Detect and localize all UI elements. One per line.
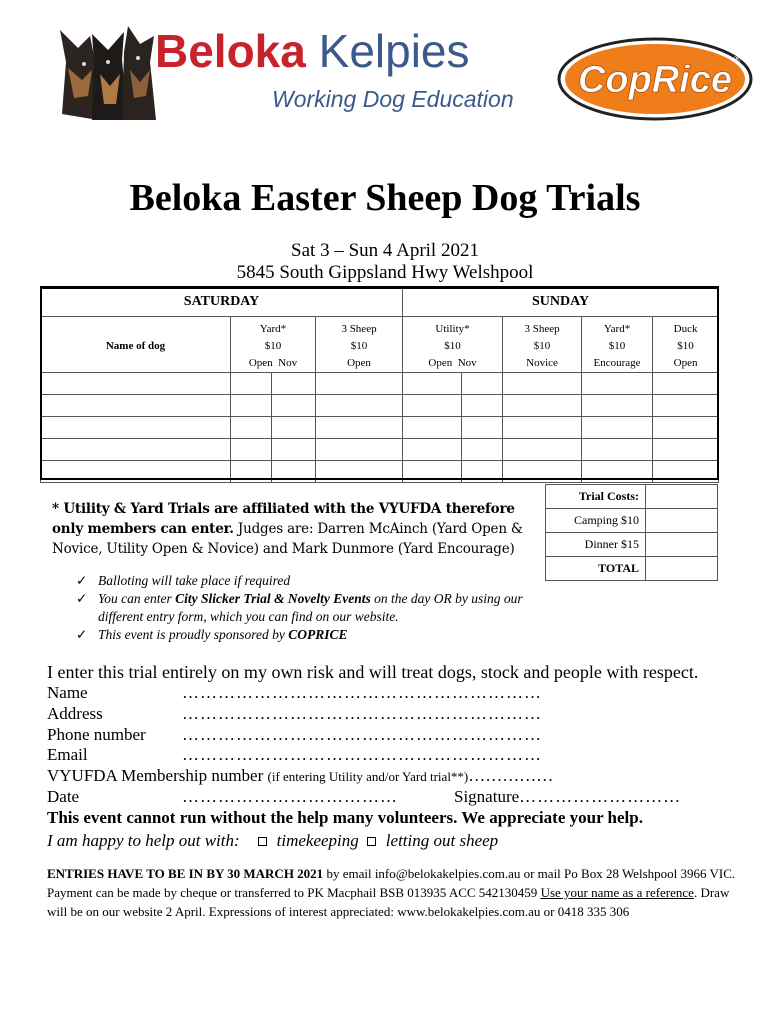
- affiliation-note-bold: * Utility & Yard Trials are affiliated with the VYUFDA therefore only members can enter.: [52, 501, 515, 537]
- date-field[interactable]: ………………………………: [182, 787, 398, 806]
- volunteers-text: This event cannot run without the help many volunteers. We appreciate your help.: [47, 808, 643, 827]
- vyufda-label: VYUFDA Membership number: [47, 766, 264, 785]
- email-field[interactable]: ……………………………………………………: [182, 745, 542, 764]
- checkmark-icon: ✓: [76, 573, 88, 588]
- judges-text: Judges are: Darren McAinch (Yard Open & Novice, Utility Open & Novice) and Mark Dunmore (Yard Encourage): [52, 521, 523, 557]
- col-sun-duck: Duck $10 Open: [653, 316, 719, 372]
- col-sun-3sheep: 3 Sheep $10 Novice: [503, 316, 582, 372]
- checkmark-icon: ✓: [76, 591, 88, 606]
- list-item: ✓ You can enter City Slicker Trial & Novelty Events on the day OR by using our different entry form, which you can find on our website.: [76, 591, 523, 624]
- dog-name-cell[interactable]: [41, 438, 231, 460]
- help-line: [47, 831, 498, 851]
- kelpie-dogs-logo: [58, 22, 158, 122]
- dog-name-cell[interactable]: [41, 416, 231, 438]
- letting-out-sheep-label: letting out sheep: [385, 831, 499, 850]
- event-title: Beloka Easter Sheep Dog Trials: [129, 177, 641, 219]
- table-row[interactable]: [41, 438, 719, 460]
- declaration-text: I enter this trial entirely on my own risk and will treat dogs, stock and people with respect.: [47, 662, 699, 682]
- brand-tagline: Working Dog Education: [272, 86, 514, 112]
- timekeeping-checkbox[interactable]: [258, 837, 267, 846]
- total-field[interactable]: [646, 557, 718, 581]
- info-bullets: [76, 572, 536, 644]
- date-label: Date: [47, 787, 80, 806]
- entries-info: ENTRIES HAVE TO BE IN BY 30 MARCH 2021 by email info@belokakelpies.com.au or mail Po Box 28 Welshpool 3966 VIC. Payment can be made by cheque or transferred to PK Macphail BSB 013935 ACC 542130459 Use your name as a reference. Draw will be on our website 2 April. Expressions of interest appreciated: www.belokakelpies.com.au or 0418 335 306: [47, 866, 736, 919]
- brand-part1: Beloka: [155, 25, 306, 77]
- sunday-header: SUNDAY: [403, 288, 719, 316]
- dog-name-cell[interactable]: [41, 394, 231, 416]
- vyufda-line: [47, 766, 553, 786]
- entry-table: [40, 287, 719, 483]
- name-of-dog-header: Name of dog: [41, 316, 231, 372]
- help-label: I am happy to help out with:: [47, 831, 240, 850]
- phone-field[interactable]: ……………………………………………………: [182, 725, 542, 744]
- svg-text:®: ®: [734, 54, 741, 64]
- name-label: Name: [47, 683, 88, 702]
- col-sun-utility: Utility* $10 Open Nov: [403, 316, 503, 372]
- col-sat-yard: Yard* $10 Open Nov: [231, 316, 316, 372]
- trial-costs-label: Trial Costs:: [546, 485, 646, 509]
- dog-name-cell[interactable]: [41, 460, 231, 482]
- table-row[interactable]: [41, 416, 719, 438]
- brand-name: [155, 26, 470, 76]
- phone-label: Phone number: [47, 725, 146, 744]
- signature-field[interactable]: ………………………: [519, 787, 682, 806]
- dog-name-cell[interactable]: [41, 372, 231, 394]
- col-sat-3sheep: 3 Sheep $10 Open: [316, 316, 403, 372]
- name-field[interactable]: ……………………………………………………: [182, 683, 542, 702]
- table-row[interactable]: [41, 460, 719, 482]
- address-label: Address: [47, 704, 103, 723]
- table-row[interactable]: [41, 372, 719, 394]
- coprice-logo: [556, 36, 754, 122]
- timekeeping-label: timekeeping: [276, 831, 359, 850]
- coprice-logo-text: CopRice: [577, 59, 733, 101]
- letting-out-sheep-checkbox[interactable]: [367, 837, 376, 846]
- entries-deadline: ENTRIES HAVE TO BE IN BY 30 MARCH 2021: [47, 866, 324, 881]
- list-item: ✓ Balloting will take place if required: [76, 573, 291, 588]
- checkmark-icon: ✓: [76, 627, 88, 642]
- brand-part2: Kelpies: [318, 25, 470, 77]
- reference-note: Use your name as a reference: [540, 885, 694, 900]
- saturday-header: SATURDAY: [41, 288, 403, 316]
- trial-costs-field[interactable]: [646, 485, 718, 509]
- dinner-field[interactable]: [646, 533, 718, 557]
- event-location: 5845 South Gippsland Hwy Welshpool: [236, 262, 534, 283]
- costs-table: [545, 484, 718, 581]
- vyufda-note: (if entering Utility and/or Yard trial**): [267, 769, 469, 784]
- total-label: TOTAL: [546, 557, 646, 581]
- email-label: Email: [47, 745, 88, 764]
- camping-field[interactable]: [646, 509, 718, 533]
- table-row[interactable]: [41, 394, 719, 416]
- event-dates: Sat 3 – Sun 4 April 2021: [291, 240, 479, 261]
- affiliation-note: [52, 499, 532, 559]
- signature-line: [454, 787, 681, 807]
- dinner-label: Dinner $15: [546, 533, 646, 557]
- camping-label: Camping $10: [546, 509, 646, 533]
- list-item: ✓ This event is proudly sponsored by COPRICE: [76, 627, 348, 642]
- signature-label: Signature: [454, 787, 520, 806]
- col-sun-yard: Yard* $10 Encourage: [582, 316, 653, 372]
- address-field[interactable]: ……………………………………………………: [182, 704, 542, 723]
- vyufda-field[interactable]: ……………: [468, 766, 554, 785]
